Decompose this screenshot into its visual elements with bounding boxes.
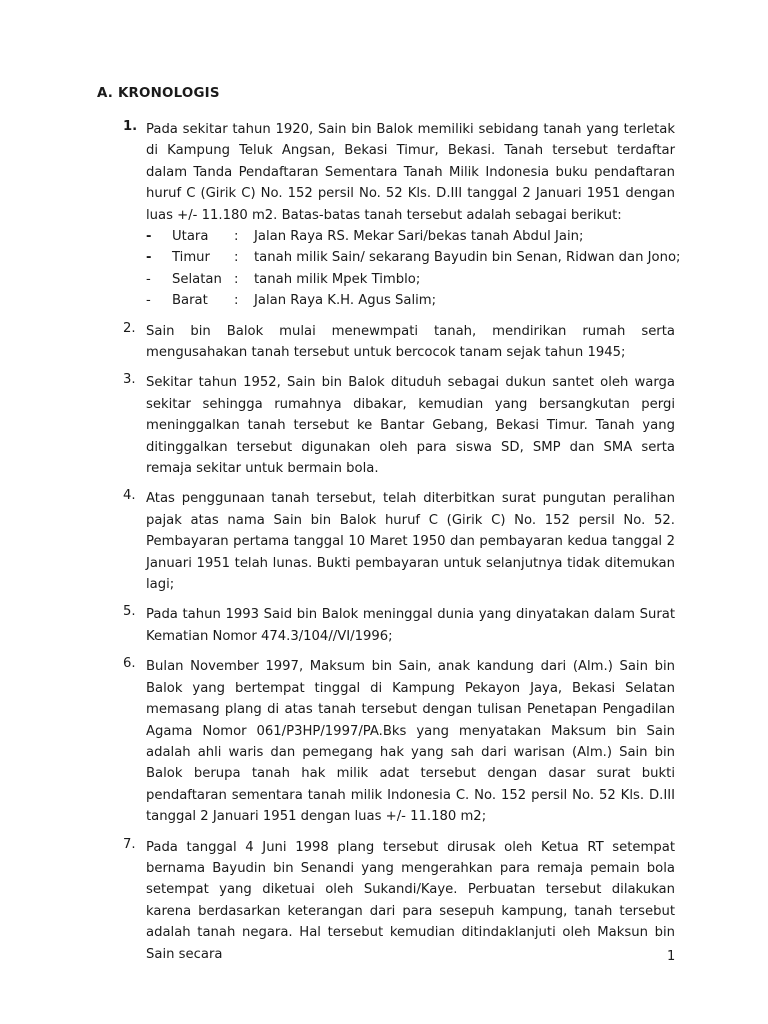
item-number: 7. <box>123 836 136 852</box>
bullet-dash: - <box>146 250 152 266</box>
boundary-north <box>146 226 675 247</box>
boundary-colon: : <box>234 293 239 309</box>
list-item <box>97 604 675 647</box>
boundary-value: tanah milik Sain/ sekarang Bayudin bin Senan, Ridwan dan Jono; <box>254 250 681 266</box>
boundary-list <box>146 226 681 312</box>
list-item <box>97 119 681 312</box>
boundary-direction: Utara <box>172 229 209 245</box>
item-text: Sekitar tahun 1952, Sain bin Balok dituduh sebagai dukun santet oleh warga sekitar sehingga rumahnya dibakar, kemudian yang bersangkutan pergi meninggalkan tanah tersebut ke Bantar Gebang, Bekasi Timur. Tanah yang ditinggalkan tersebut digunakan oleh para siswa SD, SMP dan SMA serta remaja sekitar untuk bermain bola. <box>146 375 675 477</box>
item-text: Bulan November 1997, Maksum bin Sain, anak kandung dari (Alm.) Sain bin Balok yang bertempat tinggal di Kampung Pekayon Jaya, Bekasi Selatan memasang plang di atas tanah tersebut dengan tulisan Penetapan Pengadilan Agama Nomor 061/P3HP/1997/PA.Bks yang menyatakan Maksum bin Sain adalah ahli waris dan pemegang hak yang sah dari warisan (Alm.) Sain bin Balok berupa tanah hak milik adat tersebut dengan dasar surat bukti pendaftaran sementara tanah milik Indonesia C. No. 152 persil No. 52 Kls. D.III tanggal 2 Januari 1951 dengan luas +/- 11.180 m2; <box>146 659 675 825</box>
boundary-value: Jalan Raya RS. Mekar Sari/bekas tanah Abdul Jain; <box>254 229 584 245</box>
bullet-dash: - <box>146 293 151 309</box>
boundary-colon: : <box>234 229 239 245</box>
item-number: 3. <box>123 372 136 388</box>
bullet-dash: - <box>146 271 151 287</box>
item-text: Pada sekitar tahun 1920, Sain bin Balok memiliki sebidang tanah yang terletak di Kampung Teluk Angsan, Bekasi Timur, Bekasi. Tanah tersebut terdaftar dalam Tanda Pendaftaran Sementara Tanah Milik Indonesia buku pendaftaran huruf C (Girik C) No. 152 persil No. 52 Kls. D.III tanggal 2 Januari 1951 dengan luas +/- 11.180 m2. Batas-batas tanah tersebut adalah sebagai berikut: <box>146 122 675 223</box>
section-heading: A. KRONOLOGIS <box>97 86 220 101</box>
item-text: Atas penggunaan tanah tersebut, telah diterbitkan surat pungutan peralihan pajak atas nama Sain bin Balok huruf C (Girik C) No. 152 persil No. 52. Pembayaran pertama tanggal 10 Maret 1950 dan pembayaran kedua tanggal 2 Januari 1951 telah lunas. Bukti pembayaran untuk selanjutnya tidak ditemukan lagi; <box>146 491 675 593</box>
boundary-direction: Timur <box>172 250 210 266</box>
chronology-list <box>97 119 681 974</box>
item-number: 4. <box>123 488 136 504</box>
list-item <box>97 488 675 595</box>
item-text: Pada tanggal 4 Juni 1998 plang tersebut dirusak oleh Ketua RT setempat bernama Bayudin bin Senandi yang mengerahkan para remaja pemain bola setempat yang diketuai oleh Sukandi/Kaye. Perbuatan tersebut dilakukan karena berdasarkan keterangan dari para sesepuh kampung, tanah tersebut adalah tanah negara. Hal tersebut kemudian ditindaklanjuti oleh Maksun bin Sain secara <box>146 839 675 962</box>
list-item <box>97 372 675 479</box>
item-text: Pada tahun 1993 Said bin Balok meninggal dunia yang dinyatakan dalam Surat Kematian Nomor 474.3/104//VI/1996; <box>146 607 675 644</box>
list-item <box>97 837 675 965</box>
bullet-dash: - <box>146 229 152 245</box>
item-text: Sain bin Balok mulai menewmpati tanah, mendirikan rumah serta mengusahakan tanah tersebut untuk bercocok tanam sejak tahun 1945; <box>146 323 675 360</box>
boundary-value: Jalan Raya K.H. Agus Salim; <box>254 293 437 309</box>
boundary-colon: : <box>234 271 239 287</box>
item-number: 1. <box>123 119 138 134</box>
boundary-direction: Selatan <box>172 271 222 287</box>
page-number: 1 <box>667 949 676 964</box>
boundary-direction: Barat <box>172 293 208 309</box>
boundary-value: tanah milik Mpek Timblo; <box>254 271 421 287</box>
boundary-east <box>146 247 681 268</box>
item-number: 6. <box>123 656 136 672</box>
item-number: 5. <box>123 604 136 620</box>
boundary-colon: : <box>234 250 239 266</box>
boundary-south <box>146 269 675 290</box>
list-item <box>97 321 675 364</box>
boundary-west <box>146 290 675 311</box>
list-item <box>97 656 675 827</box>
item-number: 2. <box>123 320 136 336</box>
